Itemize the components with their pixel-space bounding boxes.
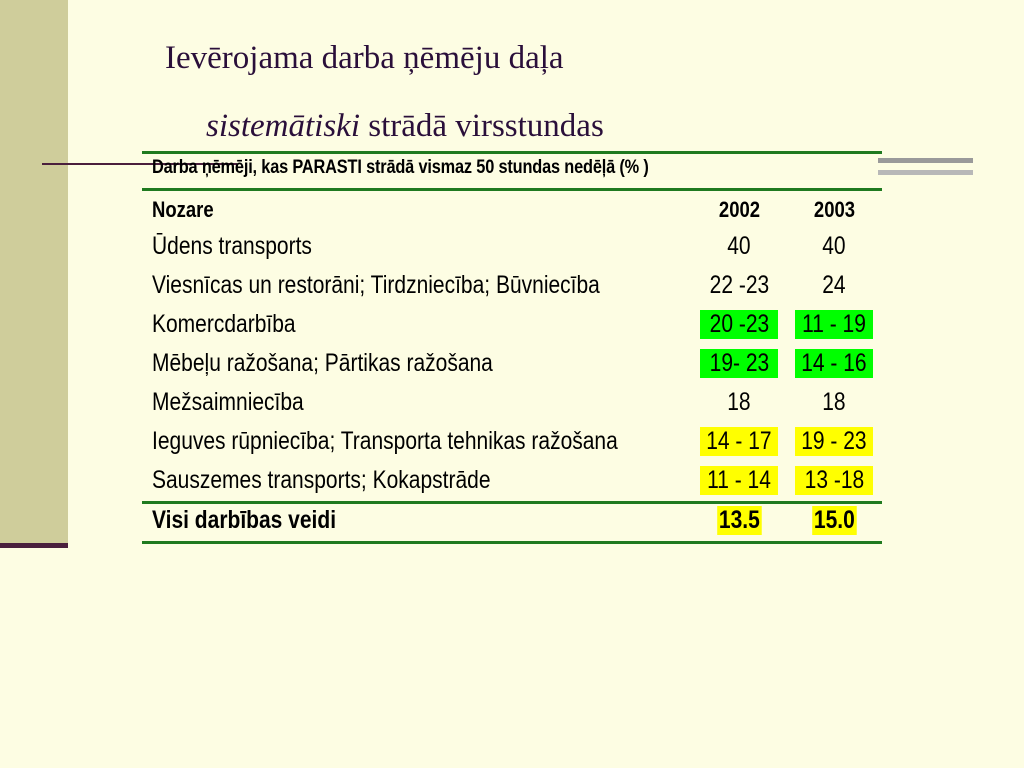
- row-label: Ieguves rūpniecība; Transporta tehnikas ražošana: [152, 427, 618, 455]
- title-line-2-rest: strādā virsstundas: [360, 108, 604, 144]
- row-label: Mēbeļu ražošana; Pārtikas ražošana: [152, 349, 493, 377]
- decor-rule-1: [878, 158, 973, 163]
- row-label: Sauszemes transports; Kokapstrāde: [152, 466, 491, 494]
- value-2002: 14 - 17: [700, 427, 778, 456]
- row-label: Ūdens transports: [152, 232, 312, 260]
- table-row: [152, 271, 882, 310]
- value-2002: 20 -23: [700, 310, 778, 339]
- table-header-row: [152, 197, 882, 236]
- title-line-2: [206, 110, 604, 143]
- side-rule: [0, 543, 68, 548]
- total-rule: [142, 501, 882, 504]
- decor-rule-2: [878, 170, 973, 175]
- column-header-sector: Nozare: [152, 197, 214, 222]
- table-top-rule: [142, 151, 882, 154]
- value-2003: 40: [822, 232, 846, 260]
- row-label: Viesnīcas un restorāni; Tirdzniecība; Būvniecība: [152, 271, 600, 299]
- row-label: Mežsaimniecība: [152, 388, 304, 416]
- value-2002: 11 - 14: [700, 466, 778, 495]
- value-2003: 13 -18: [795, 466, 873, 495]
- total-2002: 13.5: [718, 506, 760, 534]
- table-row: [152, 310, 882, 349]
- table-row: [152, 388, 882, 427]
- table-row: [152, 466, 882, 505]
- value-2003: 19 - 23: [795, 427, 873, 456]
- table-bottom-rule: [142, 541, 882, 544]
- value-2003: 24: [822, 271, 846, 299]
- value-2003: 18: [822, 388, 846, 416]
- table-row: [152, 349, 882, 388]
- caption-rule: [142, 188, 882, 191]
- table-row: [152, 232, 882, 271]
- total-2003: 15.0: [813, 506, 855, 534]
- title-italic-word: sistemātiski: [206, 108, 360, 144]
- column-header-2003: 2003: [813, 197, 855, 222]
- value-2003: 11 - 19: [795, 310, 873, 339]
- value-2003: 14 - 16: [795, 349, 873, 378]
- row-label: Komercdarbība: [152, 310, 296, 338]
- table-caption: Darba ņēmēji, kas PARASTI strādā vismaz 50 stundas nedēļā (% ): [152, 157, 649, 178]
- table-total-row: [152, 506, 882, 545]
- value-2002: 19- 23: [700, 349, 778, 378]
- side-band: [0, 0, 68, 548]
- column-header-2002: 2002: [718, 197, 760, 222]
- value-2002: 40: [727, 232, 751, 260]
- value-2002: 18: [727, 388, 751, 416]
- total-label: Visi darbības veidi: [152, 506, 337, 534]
- table-row: [152, 427, 882, 466]
- value-2002: 22 -23: [709, 271, 769, 299]
- title-line-1: Ievērojama darba ņēmēju daļa: [165, 40, 564, 76]
